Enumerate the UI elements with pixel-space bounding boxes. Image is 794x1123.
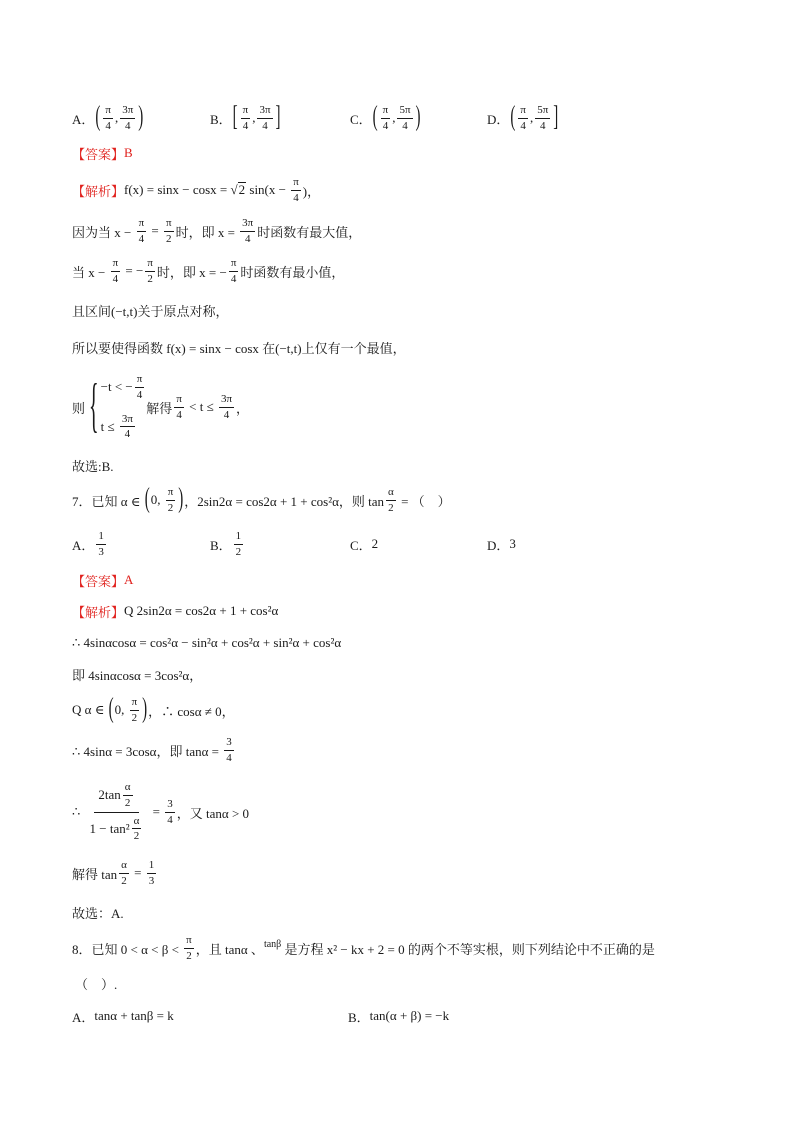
q7-analysis-line2 [72,633,341,653]
numerator: π [164,217,174,232]
fraction [165,798,175,826]
close-bracket: ) [415,101,421,133]
numerator: π [241,104,251,119]
fraction [184,934,194,962]
denominator: 2 [186,949,192,962]
answer-tag: 【答案】 [72,573,125,589]
fraction [241,104,251,132]
system-brace: { [89,374,99,440]
numerator: 3π [120,104,135,119]
numerator: 1 [147,859,157,874]
q7-stem [72,482,451,518]
math-text: 1 − tan² [89,820,130,836]
option-text: tanα + tanβ = k [94,1008,174,1023]
open-bracket: ( [108,693,114,725]
math-text: ∴ 4sinα = 3cosα，即 tanα = [72,743,223,759]
fraction [174,393,184,421]
numerator: 3 [224,736,234,751]
q7-option-d [487,526,516,562]
fraction [145,257,155,285]
numerator: 3 [165,798,175,813]
option-label: C． [350,537,372,553]
denominator: 4 [223,408,230,421]
denominator: 4 [520,119,526,132]
open-bracket: [ [232,101,238,133]
q6-option-a [72,98,144,138]
fraction [103,104,113,132]
numerator: π [137,217,147,232]
math-text: 故选:B. [72,458,114,474]
option-label: A． [72,1009,95,1025]
fraction [257,104,272,132]
close-bracket: ] [275,101,281,133]
numerator: π [103,104,113,119]
fraction [229,257,239,285]
math-text: f(x) = sinx − cosx = [124,182,231,197]
numerator: π [291,176,301,191]
denominator: 2 [147,272,153,285]
close-bracket: ] [553,101,559,133]
math-text: 当 x − [72,264,109,280]
math-text: Q 2sin2α = cos2α + 1 + cos²α [124,603,279,618]
denominator: 2 [235,545,242,558]
denominator: 2 [133,830,140,843]
q7-answer [72,570,133,590]
math-text: ∴ 4sinαcosα = cos²α − sin²α + cos²α + sin²α + cos²α [72,635,342,650]
denominator: 4 [124,428,131,441]
q6-analysis-line1 [72,172,320,208]
math-text: tanβ [263,939,282,950]
math-text: 时函数有最小值， [240,264,345,280]
math-text: < t ≤ [185,399,217,414]
fraction [120,413,135,441]
fraction [137,217,147,245]
fraction [123,781,133,809]
q6-analysis-conclusion [72,455,114,475]
math-text: 所以要使得函数 f(x) = sinx − cosx 在(−t,t)上仅有一个最值， [72,340,406,356]
q7-analysis-line7 [72,855,158,891]
option-label: C． [350,111,372,127]
numerator: α [119,859,129,874]
fraction [135,373,145,401]
q6-analysis-line2 [72,213,361,249]
math-text: ，2sin2α = cos2α + 1 + cos²α，则 tan [184,493,385,509]
denominator: 2 [124,796,131,809]
inequality-system [101,373,147,441]
denominator: 4 [226,751,232,764]
compound-numerator [94,781,138,812]
separator: , [529,110,534,125]
denominator: 4 [539,119,546,132]
numerator: π [145,257,155,272]
compound-fraction [86,781,148,843]
math-text: −t < − [100,379,133,395]
close-bracket: ) [178,483,184,515]
q7-option-b [210,526,245,562]
denominator: 4 [244,232,251,245]
denominator: 4 [112,272,119,285]
math-text: 2tan [98,787,121,803]
option-label: D． [487,537,510,553]
numerator: π [130,696,140,711]
numerator: π [111,257,121,272]
fraction [224,736,234,764]
numerator: π [229,257,239,272]
math-text: t ≤ [100,418,118,434]
answer-tag: 【答案】 [72,146,125,162]
fraction [166,486,176,514]
separator: , [114,110,119,125]
q7-analysis-line4 [72,692,235,728]
math-text: 且区间(−t,t)关于原点对称， [72,303,229,319]
math-text: 8．已知 0 < α < β < [72,941,183,957]
denominator: 4 [124,119,131,132]
option-text: tan(α + β) = −k [369,1008,450,1023]
fraction [240,217,255,245]
denominator: 3 [148,874,155,887]
math-text: 0, [114,702,128,717]
q8-stem [72,930,655,966]
numerator: π [518,104,528,119]
analysis-tag: 【解析】 [72,604,125,620]
numerator: 1 [234,530,244,545]
math-text: 因为当 x − [72,224,135,240]
system-row [101,373,147,401]
q8-option-a [72,1006,174,1026]
numerator: π [184,934,194,949]
q6-analysis-line5 [72,337,406,357]
math-text: （ ）. [75,976,118,992]
denominator: 2 [167,501,174,514]
math-text: Q α ∈ [72,702,108,717]
fraction [291,176,301,204]
numerator: π [166,486,176,501]
denominator: 4 [262,119,268,132]
math-text: = [148,223,162,238]
numerator: α [132,815,142,830]
numerator: 3π [240,217,255,232]
q8-stem-line2 [75,973,117,993]
separator: , [392,110,396,125]
q7-analysis-line6 [72,782,249,842]
open-bracket: ( [510,101,516,133]
q7-analysis-line1 [72,601,278,621]
math-text: 即 4sinαcosα = 3cos²α， [72,667,203,683]
system-row [101,413,147,441]
math-text: 则 [72,400,86,416]
q7-analysis-line3 [72,664,202,684]
denominator: 4 [242,119,249,132]
q6-option-c [350,98,422,138]
numerator: π [174,393,184,408]
math-text: = （ ） [397,493,451,509]
math-text: ， [236,400,250,416]
fraction [120,104,135,132]
option-value: 2 [371,536,379,551]
q8-option-b [348,1006,449,1026]
fraction [234,530,244,558]
math-text: 是方程 x² − kx + 2 = 0 的两个不等实根，则下列结论中不正确的是 [281,941,655,957]
q7-analysis-conclusion [72,902,124,922]
numerator: π [135,373,145,388]
option-label: D． [487,111,510,127]
numerator: α [386,486,396,501]
denominator: 2 [121,874,127,887]
denominator: 2 [131,711,138,724]
fraction [397,104,412,132]
fraction [130,696,140,724]
math-text: sin(x − [246,182,290,197]
compound-denominator [86,813,148,843]
option-label: A． [72,111,95,127]
denominator: 4 [105,119,111,132]
q7-analysis-line5 [72,732,236,768]
close-bracket: ) [138,101,144,133]
math-text: 时，即 x = − [156,264,227,280]
math-text: )， [302,183,321,199]
math-text: = [130,865,145,880]
fraction [518,104,528,132]
math-text: 解得 tan [72,866,118,882]
option-label: B． [210,111,232,127]
denominator: 4 [138,232,145,245]
fraction [535,104,550,132]
math-text: 解得 [146,400,173,416]
open-bracket: ( [95,101,101,133]
numerator: π [381,104,391,119]
q6-analysis-line3 [72,253,344,289]
close-bracket: ) [142,693,148,725]
denominator: 4 [293,191,299,204]
fraction [164,217,174,245]
open-bracket: ( [144,483,150,515]
denominator: 4 [402,119,408,132]
math-text: 时函数有最大值， [257,224,362,240]
denominator: 2 [388,501,394,514]
open-bracket: ( [372,101,378,133]
q6-analysis-line4 [72,300,228,320]
denominator: 2 [166,232,172,245]
answer-value: B [124,145,133,160]
analysis-tag: 【解析】 [72,183,125,199]
fraction [96,530,106,558]
fraction [386,486,396,514]
denominator: 4 [136,388,143,401]
sqrt-symbol: √ [230,182,238,197]
math-text: ，又 tanα > 0 [176,805,250,821]
option-label: A． [72,537,95,553]
fraction [132,815,142,843]
answer-value: A [124,572,134,587]
numerator: 5π [535,104,550,119]
denominator: 4 [176,408,182,421]
numerator: 3π [257,104,272,119]
math-text: ∴ [72,804,84,819]
math-text: = [149,804,164,819]
option-label: B． [210,537,232,553]
math-text: ，且 tanα 、 [195,941,264,957]
q7-option-c [350,526,378,562]
numerator: 1 [96,530,106,545]
numerator: 3π [219,393,234,408]
fraction [381,104,391,132]
separator: , [252,110,256,125]
fraction [111,257,121,285]
denominator: 4 [230,272,237,285]
q6-answer [72,143,133,163]
option-value: 3 [509,536,516,551]
math-text: 7．已知 α ∈ [72,493,144,509]
denominator: 3 [98,545,104,558]
numerator: α [123,781,133,796]
math-text: ，∴ cosα ≠ 0， [148,703,235,719]
math-text: 时，即 x = [175,224,239,240]
numerator: 3π [120,413,135,428]
q7-option-a [72,526,108,562]
q6-analysis-line6 [72,372,249,442]
math-text: 0, [150,492,164,507]
q6-option-b [210,98,282,138]
math-text: 故选：A. [72,905,124,921]
q6-option-d [487,98,559,138]
fraction [147,859,157,887]
math-text: = − [122,263,144,278]
fraction [219,393,234,421]
numerator: 5π [397,104,412,119]
fraction [119,859,129,887]
option-label: B． [348,1009,370,1025]
denominator: 4 [382,119,389,132]
denominator: 4 [167,813,173,826]
sqrt-radicand: 2 [238,182,246,198]
